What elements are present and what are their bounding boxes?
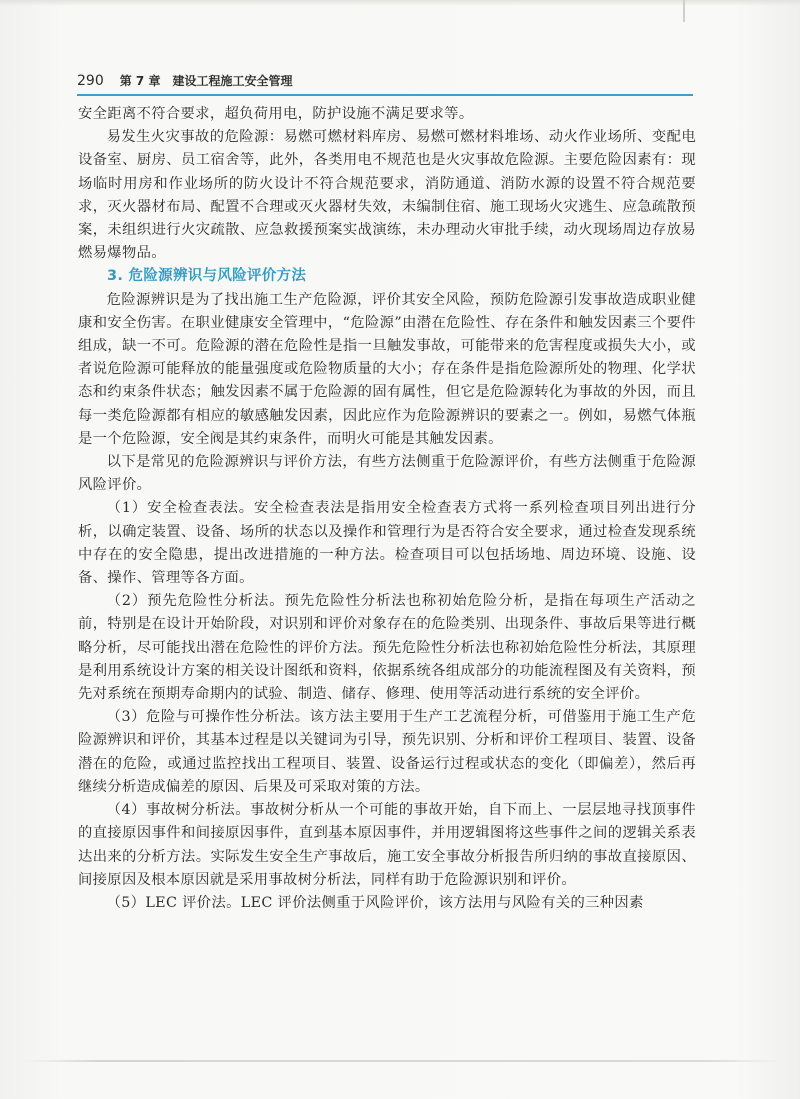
scan-corner-mark <box>683 0 685 22</box>
scan-top-edge <box>0 0 800 6</box>
chapter-title: 建设工程施工安全管理 <box>172 74 293 88</box>
paragraph-method-pha: （2）预先危险性分析法。预先危险性分析法也称初始危险分析，是指在每项生产活动之前，特别是在设计开始阶段，对识别和评价对象存在的危险类别、出现条件、事故后果等进行概略分析，尽可能找出潜在危险性的评价方法。预先危险性分析法也称初始危险性分析法，其原理是利用系统设计方案的相关设计图纸和资料，依据系统各组成部分的功能流程图及有关资料，预先对系统在预期寿命期内的试验、制造、储存、修理、使用等活动进行系统的安全评价。 <box>78 593 696 703</box>
paragraph-method-lec: （5）LEC 评价法。LEC 评价法侧重于风险评价，该方法用与风险有关的三种因素 <box>106 894 644 911</box>
paragraph-method-hazop: （3）危险与可操作性分析法。该方法主要用于生产工艺流程分析，可借鉴用于施工生产危险源辨识和评价，其基本过程是以关键词为引导，预先识别、分析和评价工程项目、装置、设备潜在的危险，或通过监控找出工程项目、装置、设备运行过程或状态的变化（即偏差），然后再继续分析造成偏差的原因、后果及可采取对策的方法。 <box>78 709 696 795</box>
header-rule <box>77 94 693 96</box>
page-number: 290 <box>77 73 104 89</box>
paragraph-continued: 安全距离不符合要求，超负荷用电，防护设施不满足要求等。 <box>78 106 474 122</box>
running-header <box>77 72 693 96</box>
paragraph-method-fault-tree: （4）事故树分析法。事故树分析从一个可能的事故开始，自下而上、一层层地寻找顶事件的直接原因事件和间接原因事件，直到基本原因事件，并用逻辑图将这些事件之间的逻辑关系表达出来的分析方法。实际发生安全生产事故后，施工安全事故分析报告所归纳的事故直接原因、间接原因及根本原因就是采用事故树分析法，同样有助于危险源识别和评价。 <box>78 802 696 888</box>
section-heading: 3. 危险源辨识与风险评价方法 <box>107 268 307 285</box>
chapter-label: 第 7 章 <box>119 74 161 88</box>
header-row <box>77 72 693 92</box>
paragraph-methods-intro: 以下是常见的危险源辨识与评价方法，有些方法侧重于危险源评价，有些方法侧重于危险源风险评价。 <box>78 454 696 494</box>
scan-bottom-line <box>22 1060 782 1062</box>
paragraph-fire-hazards: 易发生火灾事故的危险源：易燃可燃材料库房、易燃可燃材料堆场、动火作业场所、变配电设备室、厨房、员工宿舍等，此外，各类用电不规范也是火灾事故危险源。主要危险因素有：现场临时用房和作业场所的防火设计不符合规范要求，消防通道、消防水源的设置不符合规范要求，灭火器材布局、配置不合理或灭火器材失效，未编制住宿、施工现场火灾逃生、应急疏散预案，未组织进行火灾疏散、应急救援预案实战演练，未办理动火审批手续，动火现场周边存放易燃易爆物品。 <box>78 129 696 262</box>
paragraph-hazard-definition: 危险源辨识是为了找出施工生产危险源，评价其安全风险，预防危险源引发事故造成职业健康和安全伤害。在职业健康安全管理中，“危险源”由潜在危险性、存在条件和触发因素三个要件组成，缺一不可。危险源的潜在危险性是指一旦触发事故，可能带来的危害程度或损失大小，或者说危险源可能释放的能量强度或危险物质量的大小；存在条件是指危险源所处的物理、化学状态和约束条件状态；触发因素不属于危险源的固有属性，但它是危险源转化为事故的外因，而且每一类危险源都有相应的敏感触发因素，因此应作为危险源辨识的要素之一。例如，易燃气体瓶是一个危险源，安全阀是其约束条件，而明火可能是其触发因素。 <box>78 291 696 447</box>
body-text <box>78 103 696 915</box>
paragraph-method-checklist: （1）安全检查表法。安全检查表法是指用安全检查表方式将一系列检查项目列出进行分析，以确定装置、设备、场所的状态以及操作和管理行为是否符合安全要求，通过检查发现系统中存在的安全隐患，提出改进措施的一种方法。检查项目可以包括场地、周边环境、设施、设备、操作、管理等各方面。 <box>78 500 696 587</box>
